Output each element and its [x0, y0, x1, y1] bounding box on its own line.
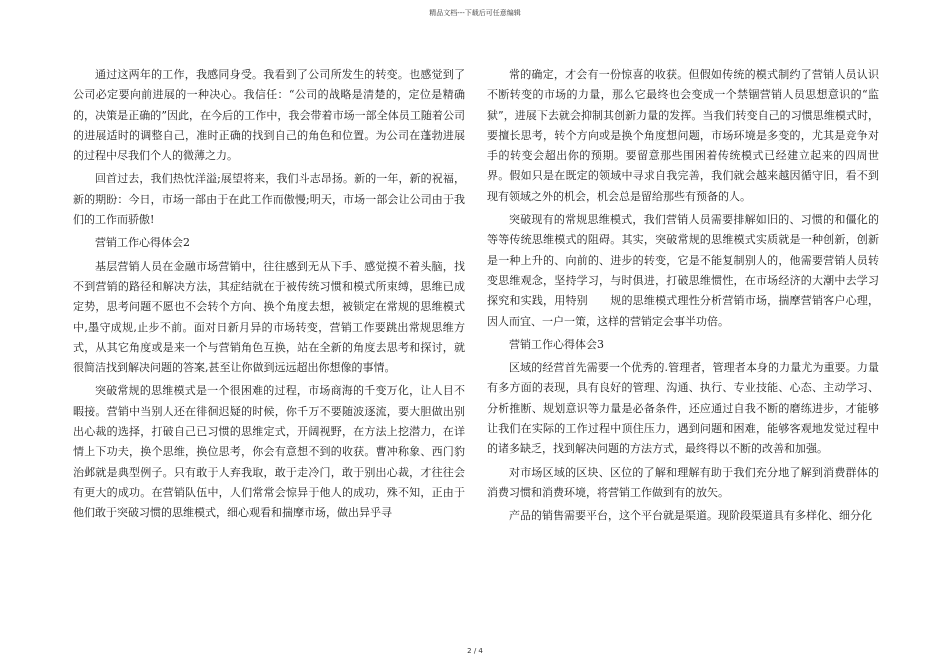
paragraph: 突破常规的思维模式是一个很困难的过程，市场商海的千变万化，让人目不暇接。营销中当别人还在徘徊迟疑的时候，你千万不要随波逐流，要大胆做出别出心裁的选择，打破自己已习惯的思维定式，开阔视野，在方法上挖潜力，在详情上下功夫，换个思维，换位思考，你会有意想不到的收获。曹冲称象、西门豹治邺就是典型例子。只有敢于人弃我取，敢于走冷门，敢于别出心裁，才往往会有更大的成功。在营销队伍中，人们常常会惊异于他人的成功，殊不知，正由于他们敢于突破习惯的思维模式，细心观看和揣摩市场，做出异乎寻: [73, 384, 465, 520]
paragraph: 回首过去，我们热忱洋溢;展望将来，我们斗志昂扬。新的一年，新的祝福，新的期盼：今日，市场一部由于在此工作而傲慢;明天，市场一部会让公司由于我们的工作而骄傲!: [73, 172, 465, 227]
page-number: 2 / 4: [467, 647, 483, 655]
right-column: [487, 65, 879, 530]
page-header: 精品文档---下载后可任意编辑: [429, 9, 521, 17]
paragraph: 基层营销人员在金融市场营销中，往往感到无从下手、感觉摸不着头脑，找不到营销的路径和解决方法，其症结就在于被传统习惯和模式所束缚，思维已成定势，思考问题不愿也不会转个方向、换个角度去想，被锁定在常规的思维模式中,墨守成规,止步不前。面对日新月异的市场转变，营销工作要跳出常规思维方式，从其它角度或是来一个与营销角色互换，站在全新的角度去思考和探讨，就很简洁找到解决问题的答案,甚至让你做到远远超出你想像的事情。: [73, 259, 465, 375]
paragraph: 常的确定，才会有一份惊喜的收获。但假如传统的模式制约了营销人员认识不断转变的市场的力量，那么它最终也会变成一个禁锢营销人员思想意识的“监狱”，进展下去就会抑制其创新力量的发挥。当我们转变自己的习惯思维模式时，要擅长思考，转个方向或是换个角度想问题，市场环境是多变的，尤其是竞争对手的转变会超出你的预期。要留意那些围困着传统模式已经建立起来的四周世界。假如只是在既定的领域中寻求自我完善，我们就会越来越因循守旧，看不到现有领域之外的机会，机会总是留给那些有预备的人。: [487, 68, 879, 203]
paragraph: 区域的经营首先需要一个优秀的.管理者，管理者本身的力量尤为重要。力量有多方面的表现，具有良好的管理、沟通、执行、专业技能、心态、主动学习、分析推断、规划意识等力量是必备条件，还应通过自我不断的磨练进步，才能够让我们在实际的工作过程中顶住压力，遇到问题和困难，能够客观地发觉过程中的诸多缺乏，找到解决问题的方法方式，最终得以不断的改善和加强。: [487, 361, 879, 456]
left-column: [73, 65, 465, 527]
section-heading: 营销工作心得体会2: [95, 236, 190, 250]
paragraph: 对市场区域的区块、区位的了解和理解有助于我们充分地了解到消费群体的消费习惯和消费环境，将营销工作做到有的放矢。: [487, 465, 879, 499]
paragraph: 通过这两年的工作，我感同身受。我看到了公司所发生的转变。也感觉到了公司必定要向前进展的一种决心。我信任：“公司的战略是清楚的，定位是精确的，决策是正确的”因此，在今后的工作中，我会带着市场一部全体员工随着公司的进展适时的调整自己，准时正确的找到自己的角色和位置。为公司在蓬勃进展的过程中尽我们个人的微薄之力。: [73, 68, 465, 163]
paragraph: 产品的销售需要平台，这个平台就是渠道。现阶段渠道具有多样化、细分化: [509, 509, 872, 523]
paragraph: 突破现有的常规思维模式，我们营销人员需要排解如旧的、习惯的和僵化的等等传统思维模式的阻碍。其实，突破常规的思维模式实质就是一种创新，创新是一种上升的、向前的、进步的转变，它是不能复制别人的，他需要营销人员转变思维观念，坚持学习，与时俱进，打破思维惯性，在市场经济的大潮中去学习探究和实践，用特别 规的思维模式理性分析营销市场，揣摩营销客户心理，因人而宜、一户一策，这样的营销定会事半功倍。: [487, 213, 879, 328]
section-heading: 营销工作心得体会3: [509, 337, 604, 351]
